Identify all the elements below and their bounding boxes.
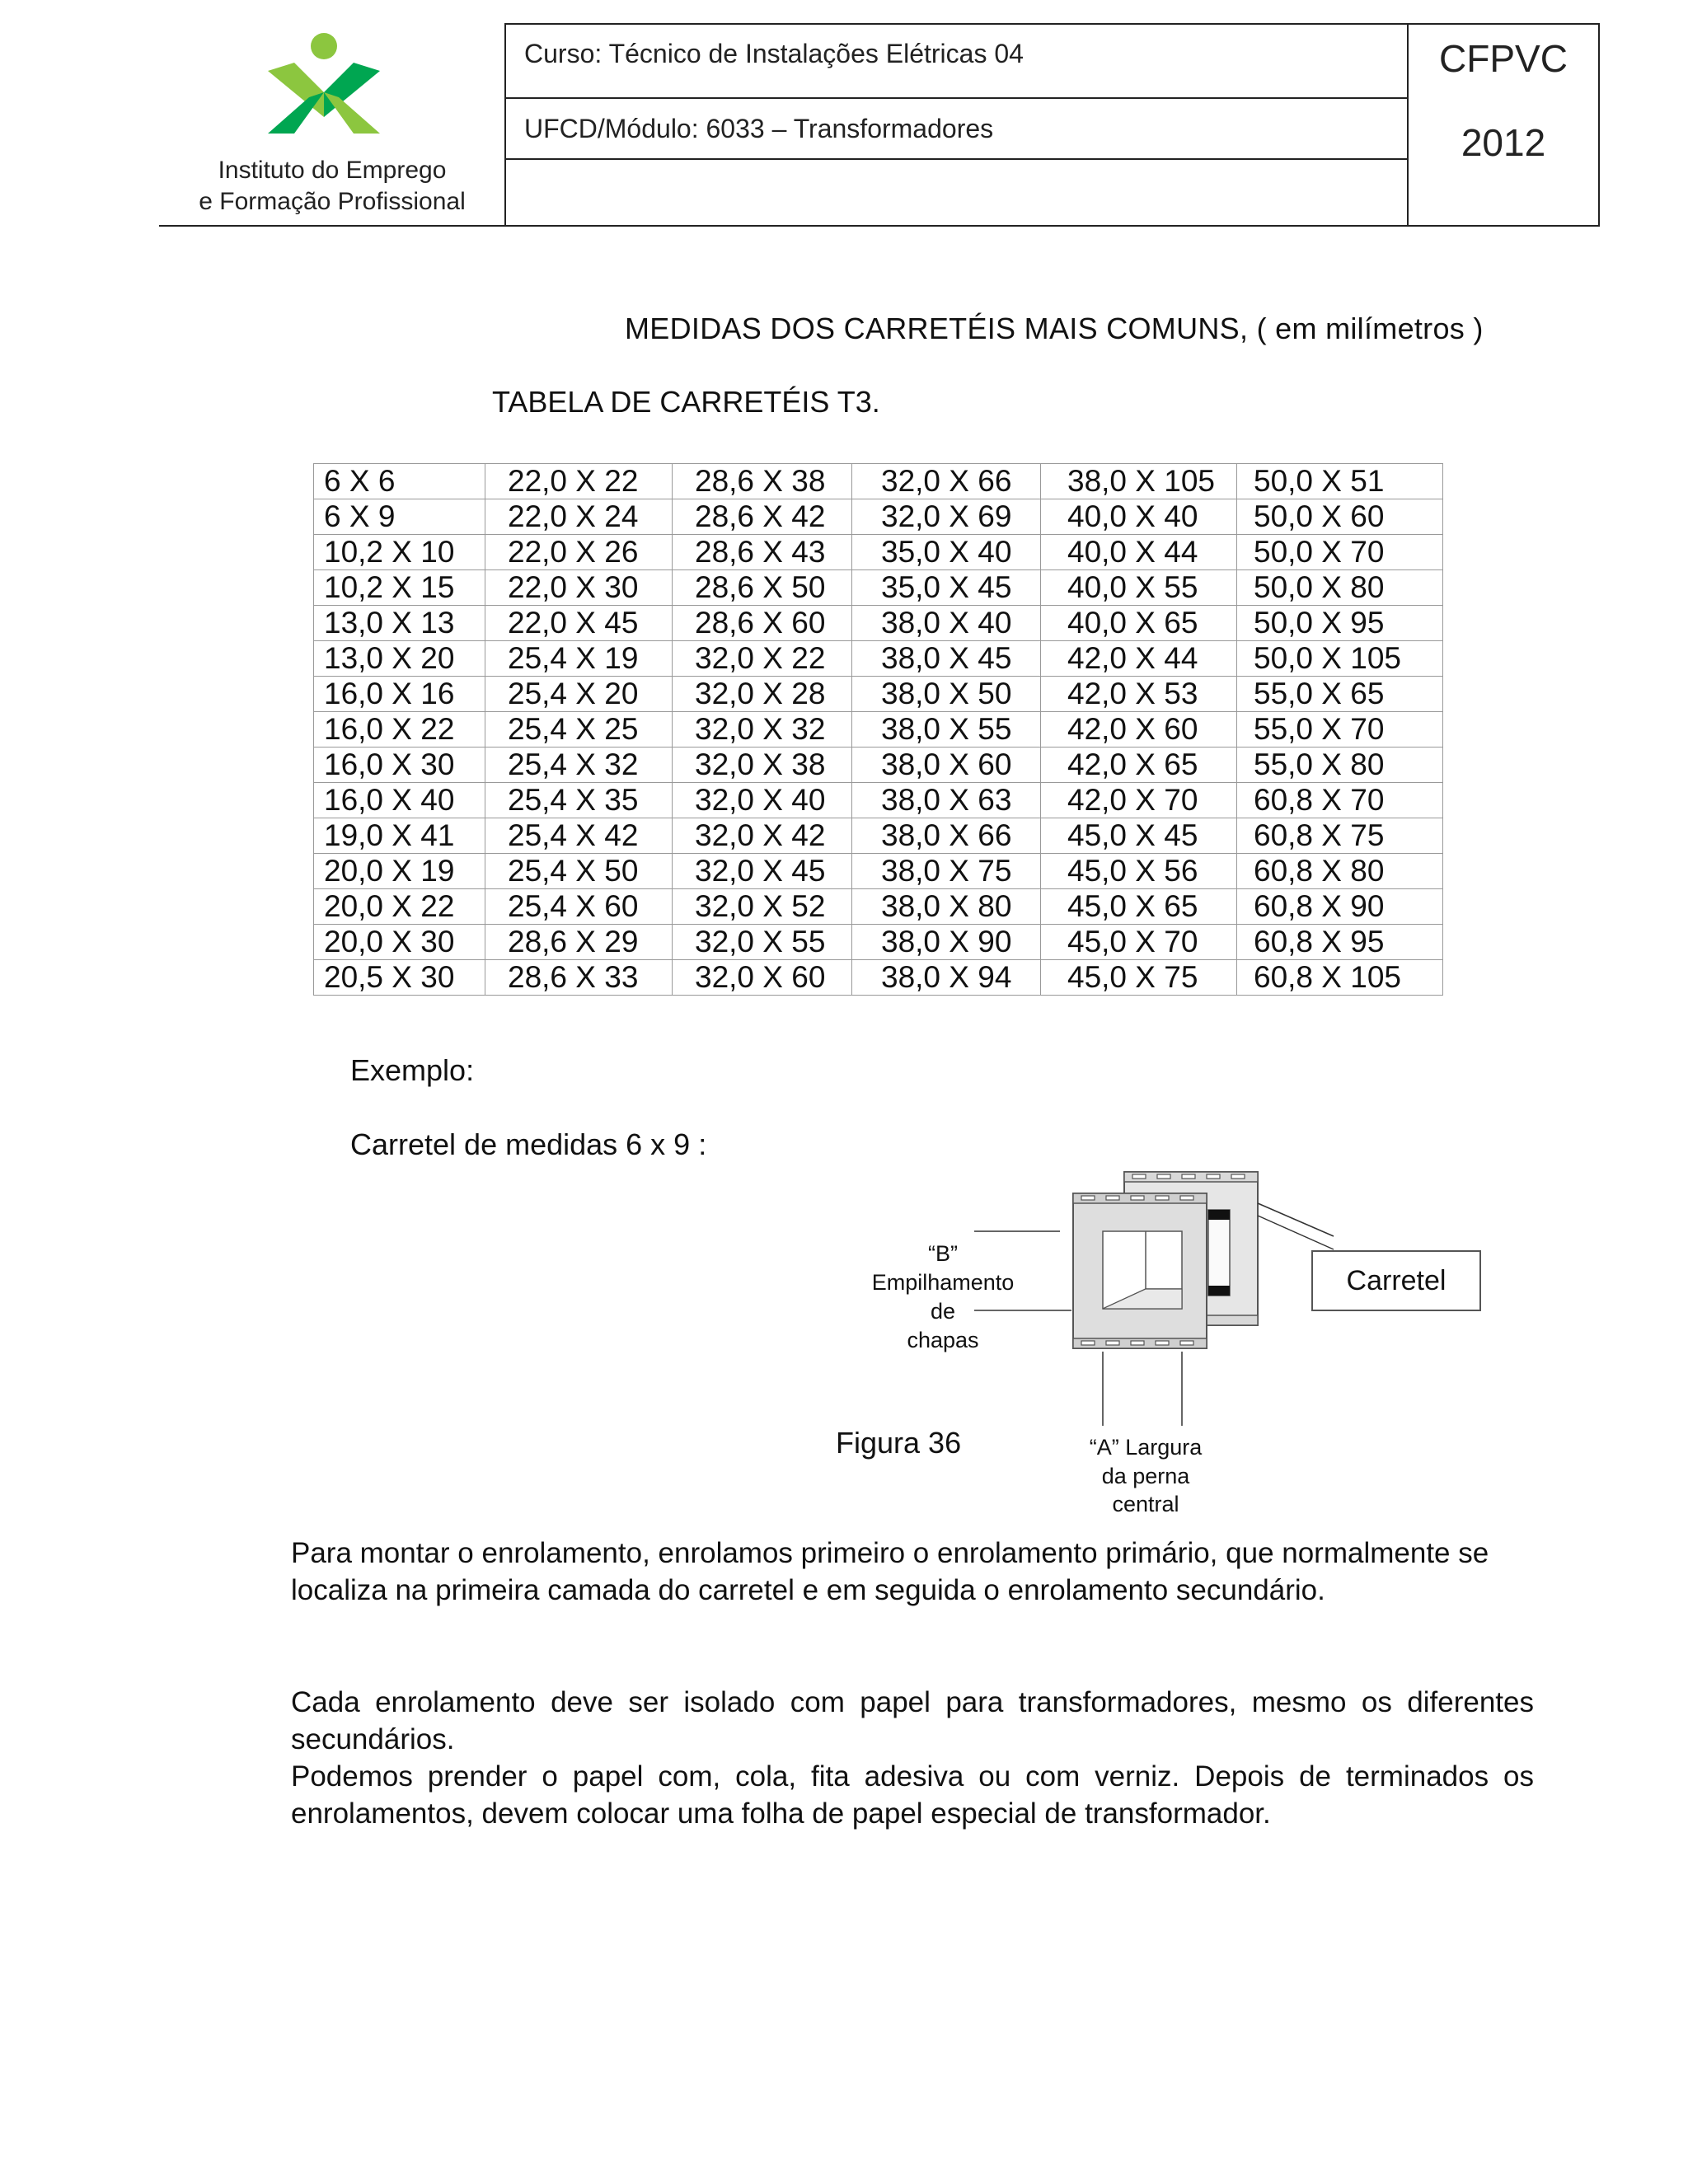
table-cell: 45,0 X 75: [1041, 960, 1237, 996]
table-cell: 50,0 X 60: [1237, 499, 1443, 535]
table-cell: 55,0 X 80: [1237, 748, 1443, 783]
iefp-logo-icon: [258, 28, 390, 143]
table-cell: 40,0 X 44: [1041, 535, 1237, 570]
table-cell: 50,0 X 70: [1237, 535, 1443, 570]
table-cell: 22,0 X 26: [485, 535, 673, 570]
table-cell: 42,0 X 65: [1041, 748, 1237, 783]
table-cell: 32,0 X 42: [673, 818, 852, 854]
label-a-line-2: da perna: [1101, 1464, 1190, 1488]
table-row: [314, 854, 1443, 889]
table-cell: 32,0 X 28: [673, 677, 852, 712]
bobbin-diagram: [824, 1154, 1500, 1516]
organization-name: [159, 155, 505, 218]
label-b-line-2: Empilhamento: [871, 1270, 1015, 1295]
table-cell: 22,0 X 22: [485, 464, 673, 499]
table-cell: 42,0 X 44: [1041, 641, 1237, 677]
table-cell: 50,0 X 80: [1237, 570, 1443, 606]
table-cell: 32,0 X 22: [673, 641, 852, 677]
bobbin-sizes-table: [313, 463, 1443, 996]
table-cell: 28,6 X 50: [673, 570, 852, 606]
table-cell: 50,0 X 95: [1237, 606, 1443, 641]
table-cell: 16,0 X 22: [314, 712, 485, 748]
table-cell: 38,0 X 105: [1041, 464, 1237, 499]
table-cell: 25,4 X 50: [485, 854, 673, 889]
table-cell: 32,0 X 32: [673, 712, 852, 748]
table-cell: 16,0 X 16: [314, 677, 485, 712]
table-cell: 28,6 X 38: [673, 464, 852, 499]
paragraph-1: Para montar o enrolamento, enrolamos primeiro o enrolamento primário, que normalmente se localiza na primeira camada do carretel e em seguida o enrolamento secundário.: [291, 1537, 1489, 1606]
table-cell: 25,4 X 20: [485, 677, 673, 712]
table-row: [314, 535, 1443, 570]
table-cell: 32,0 X 55: [673, 925, 852, 960]
table-cell: 28,6 X 43: [673, 535, 852, 570]
table-cell: 13,0 X 13: [314, 606, 485, 641]
table-cell: 38,0 X 90: [852, 925, 1041, 960]
label-a-line-3: central: [1112, 1492, 1179, 1516]
table-cell: 38,0 X 66: [852, 818, 1041, 854]
table-cell: 55,0 X 70: [1237, 712, 1443, 748]
header-center-info: [1407, 23, 1600, 227]
table-cell: 10,2 X 15: [314, 570, 485, 606]
table-cell: 28,6 X 60: [673, 606, 852, 641]
example-label: Exemplo:: [350, 1053, 475, 1087]
table-cell: 42,0 X 60: [1041, 712, 1237, 748]
table-cell: 32,0 X 40: [673, 783, 852, 818]
label-a-line-1: “A” Largura: [1089, 1435, 1203, 1460]
table-cell: 38,0 X 75: [852, 854, 1041, 889]
table-title: TABELA DE CARRETÉIS T3.: [492, 385, 880, 419]
label-b: [872, 1241, 1015, 1352]
table-cell: 25,4 X 60: [485, 889, 673, 925]
paragraph-3: Podemos prender o papel com, cola, fita adesiva ou com verniz. Depois de terminados os enrolamentos, devem colocar uma folha de papel especial de transformador.: [291, 1760, 1534, 1830]
center-code: CFPVC: [1439, 37, 1568, 80]
table-cell: 25,4 X 42: [485, 818, 673, 854]
table-cell: 19,0 X 41: [314, 818, 485, 854]
table-cell: 60,8 X 95: [1237, 925, 1443, 960]
table-row: [314, 677, 1443, 712]
label-b-line-4: chapas: [907, 1328, 979, 1352]
table-cell: 50,0 X 51: [1237, 464, 1443, 499]
table-cell: 38,0 X 40: [852, 606, 1041, 641]
table-cell: 50,0 X 105: [1237, 641, 1443, 677]
table-cell: 25,4 X 32: [485, 748, 673, 783]
table-cell: 38,0 X 63: [852, 783, 1041, 818]
table-row: [314, 889, 1443, 925]
table-row: [314, 818, 1443, 854]
table-cell: 42,0 X 53: [1041, 677, 1237, 712]
table-cell: 35,0 X 40: [852, 535, 1041, 570]
table-cell: 25,4 X 35: [485, 783, 673, 818]
table-cell: 55,0 X 65: [1237, 677, 1443, 712]
table-cell: 20,0 X 22: [314, 889, 485, 925]
table-row: [314, 464, 1443, 499]
table-cell: 60,8 X 105: [1237, 960, 1443, 996]
page-title: MEDIDAS DOS CARRETÉIS MAIS COMUNS, ( em milímetros ): [625, 312, 1484, 345]
table-row: [314, 960, 1443, 996]
table-cell: 42,0 X 70: [1041, 783, 1237, 818]
table-cell: 28,6 X 29: [485, 925, 673, 960]
paragraph-2: Cada enrolamento deve ser isolado com papel para transformadores, mesmo os diferentes secundários.: [291, 1686, 1534, 1755]
table-row: [314, 499, 1443, 535]
label-b-line-3: de: [930, 1299, 956, 1324]
document-year: 2012: [1461, 121, 1546, 164]
table-cell: 20,0 X 30: [314, 925, 485, 960]
table-cell: 32,0 X 45: [673, 854, 852, 889]
table-cell: 38,0 X 50: [852, 677, 1041, 712]
table-cell: 28,6 X 33: [485, 960, 673, 996]
table-cell: 38,0 X 80: [852, 889, 1041, 925]
table-cell: 45,0 X 45: [1041, 818, 1237, 854]
callout-carretel-text: Carretel: [1346, 1265, 1447, 1296]
table-cell: 6 X 9: [314, 499, 485, 535]
table-cell: 60,8 X 70: [1237, 783, 1443, 818]
table-row: [314, 925, 1443, 960]
table-row: [314, 570, 1443, 606]
table-row: [314, 712, 1443, 748]
table-cell: 16,0 X 30: [314, 748, 485, 783]
table-cell: 28,6 X 42: [673, 499, 852, 535]
table-cell: 10,2 X 10: [314, 535, 485, 570]
table-cell: 25,4 X 19: [485, 641, 673, 677]
table-cell: 40,0 X 65: [1041, 606, 1237, 641]
table-row: [314, 641, 1443, 677]
document-header: [159, 23, 1598, 227]
lamination-stack: [1073, 1193, 1207, 1348]
header-course-info: [504, 23, 1409, 227]
table-cell: 20,5 X 30: [314, 960, 485, 996]
example-text: Carretel de medidas 6 x 9 :: [350, 1127, 707, 1161]
module-name: UFCD/Módulo: 6033 – Transformadores: [506, 99, 1409, 160]
table-row: [314, 606, 1443, 641]
table-cell: 32,0 X 66: [852, 464, 1041, 499]
iefp-logo-block: [159, 23, 505, 225]
callout-carretel: [1312, 1251, 1480, 1310]
table-cell: 20,0 X 19: [314, 854, 485, 889]
table-row: [314, 783, 1443, 818]
label-a: [1090, 1435, 1203, 1516]
table-cell: 38,0 X 45: [852, 641, 1041, 677]
table-cell: 45,0 X 56: [1041, 854, 1237, 889]
table-cell: 22,0 X 24: [485, 499, 673, 535]
table-row: [314, 748, 1443, 783]
table-cell: 32,0 X 60: [673, 960, 852, 996]
table-cell: 32,0 X 52: [673, 889, 852, 925]
table-cell: 60,8 X 80: [1237, 854, 1443, 889]
organization-name-line-2: e Formação Profissional: [199, 188, 466, 215]
table-cell: 40,0 X 55: [1041, 570, 1237, 606]
table-cell: 40,0 X 40: [1041, 499, 1237, 535]
header-divider: [159, 225, 1598, 227]
organization-name-line-1: Instituto do Emprego: [218, 157, 447, 184]
table-cell: 38,0 X 55: [852, 712, 1041, 748]
table-cell: 38,0 X 94: [852, 960, 1041, 996]
table-cell: 6 X 6: [314, 464, 485, 499]
table-cell: 60,8 X 90: [1237, 889, 1443, 925]
table-cell: 60,8 X 75: [1237, 818, 1443, 854]
table-cell: 45,0 X 70: [1041, 925, 1237, 960]
table-cell: 16,0 X 40: [314, 783, 485, 818]
table-cell: 32,0 X 38: [673, 748, 852, 783]
label-b-line-1: “B”: [928, 1241, 958, 1266]
table-cell: 13,0 X 20: [314, 641, 485, 677]
table-cell: 45,0 X 65: [1041, 889, 1237, 925]
table-cell: 32,0 X 69: [852, 499, 1041, 535]
table-cell: 25,4 X 25: [485, 712, 673, 748]
figure-caption: Figura 36: [836, 1426, 962, 1460]
course-name: Curso: Técnico de Instalações Elétricas 04: [506, 25, 1409, 99]
table-cell: 35,0 X 45: [852, 570, 1041, 606]
table-cell: 22,0 X 30: [485, 570, 673, 606]
table-cell: 22,0 X 45: [485, 606, 673, 641]
table-cell: 38,0 X 60: [852, 748, 1041, 783]
